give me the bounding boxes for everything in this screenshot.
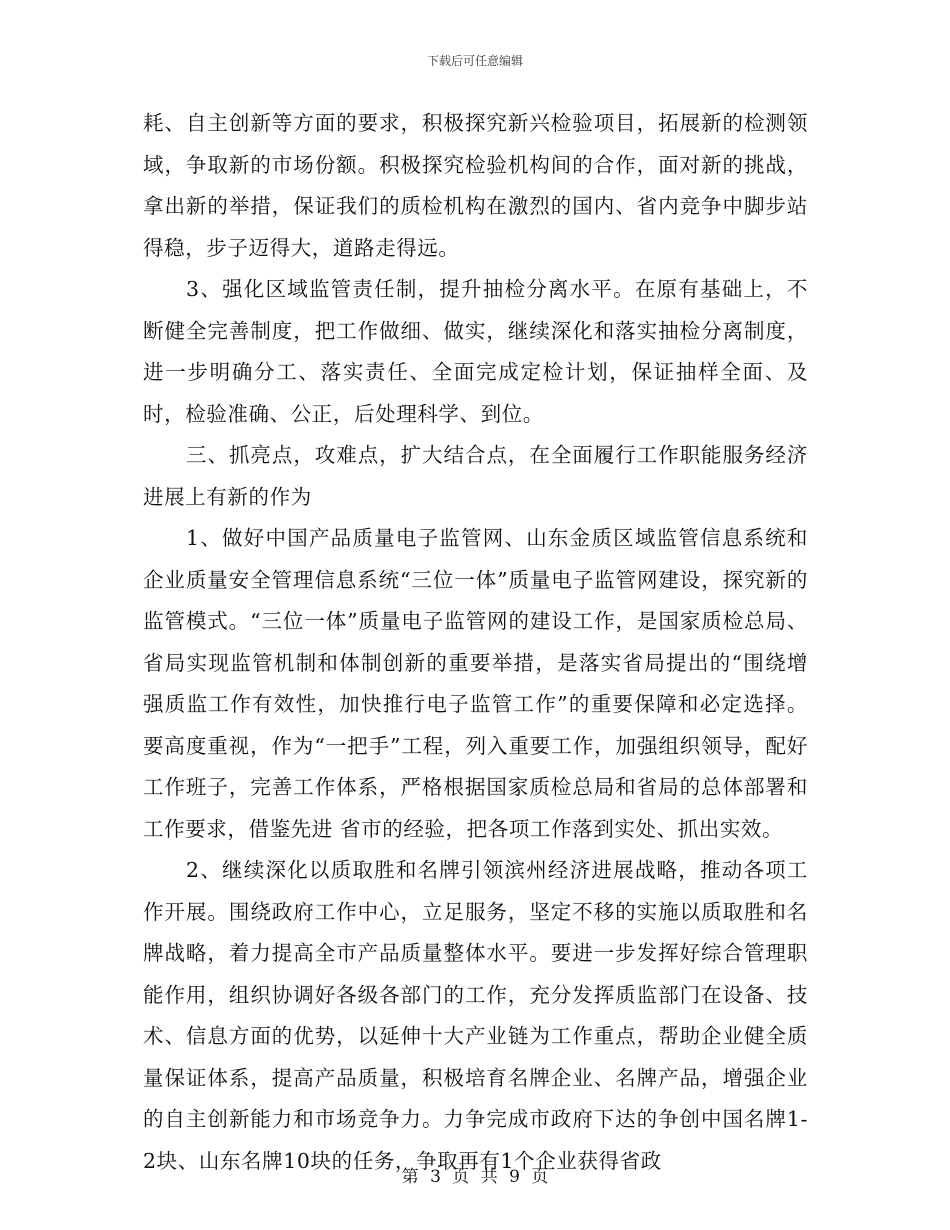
paragraph-continuation: 耗、自主创新等方面的要求，积极探究新兴检验项目，拓展新的检测领域，争取新的市场份额。积极探究检验机构间的合作，面对新的挑战，拿出新的举措，保证我们的质检机构在激烈的国内、省内竞争中脚步站得稳，步子迈得大，道路走得远。 (143, 111, 808, 260)
paragraph-item-2: 2、继续深化以质取胜和名牌引领滨州经济进展战略，推动各项工作开展。围绕政府工作中心，立足服务，坚定不移的实施以质取胜和名牌战略，着力提高全市产品质量整体水平。要进一步发挥好综合管理职能作用，组织协调好各级各部门的工作，充分发挥质监部门在设备、技术、信息方面的优势，以延伸十大产业链为工作重点，帮助企业健全质量保证体系，提高产品质量，积极培育名牌企业、名牌产品，增强企业的自主创新能力和市场竞争力。力争完成市政府下达的争创中国名牌1-2块、山东名牌10块的任务，争取再有1个企业获得省政 (143, 858, 808, 1173)
paragraph-item-1: 1、做好中国产品质量电子监管网、山东金质区域监管信息系统和企业质量安全管理信息系统“三位一体”质量电子监管网建设，探究新的监管模式。“三位一体”质量电子监管网的建设工作，是国家质检总局、省局实现监管机制和体制创新的重要举措，是落实省局提出的“围绕增强质监工作有效性，加快推行电子监管工作”的重要保障和必定选择。要高度重视，作为“一把手”工程，列入重要工作，加强组织领导，配好工作班子，完善工作体系，严格根据国家质检总局和省局的总体部署和工作要求，借鉴先进 省市的经验，把各项工作落到实处、抓出实效。 (143, 526, 808, 841)
paragraph-item-3: 3、强化区域监管责任制，提升抽检分离水平。在原有基础上，不断健全完善制度，把工作做细、做实，继续深化和落实抽检分离制度，进一步明确分工、落实责任、全面完成定检计划，保证抽样全面、及时，检验准确、公正，后处理科学、到位。 (143, 277, 808, 426)
document-body (143, 103, 808, 1182)
page-number: 第 3 页 共 9 页 (401, 1167, 549, 1187)
page-header: 下载后可任意编辑 (426, 54, 523, 68)
section-heading-3: 三、抓亮点，攻难点，扩大结合点，在全面履行工作职能服务经济进展上有新的作为 (143, 443, 808, 509)
